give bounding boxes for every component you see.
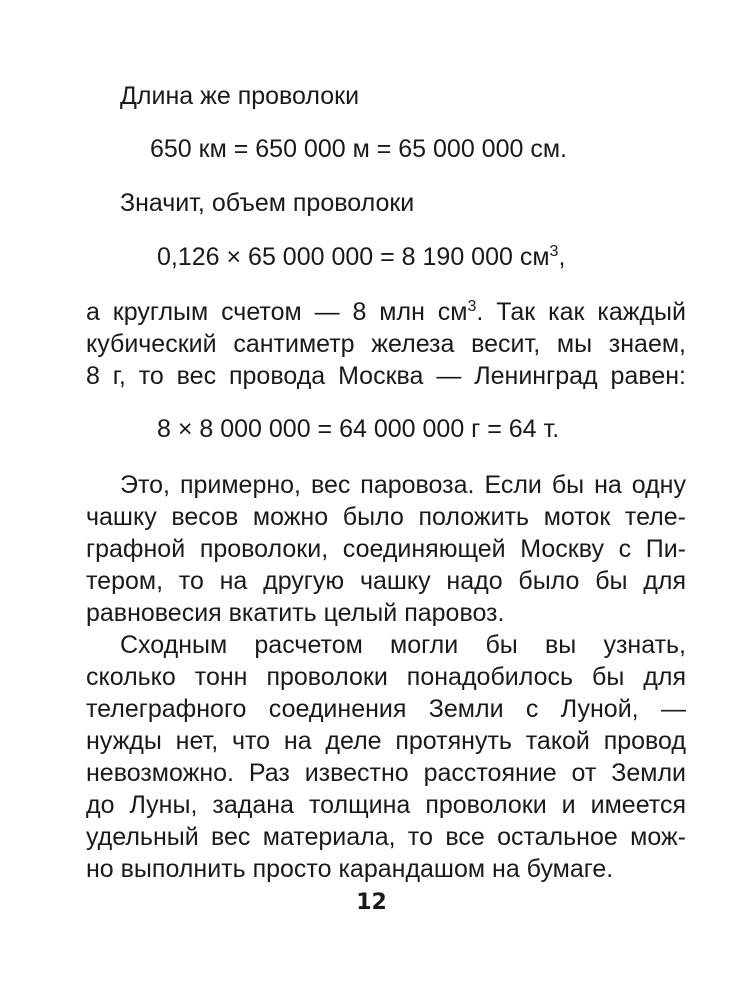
text-line: а круглым счетом — 8 млн $см^3$. Так как каждый — [86, 298, 686, 326]
text-line: но выполнить просто карандашом на бумаге. — [86, 855, 614, 883]
text-line: сколько тонн проволоки понадобилось бы для — [86, 663, 686, 691]
text-line: до Луны, задана толщина проволоки и имеется — [86, 791, 686, 819]
text-line: тером, то на другую чашку надо было бы для — [86, 567, 686, 595]
superscript: 3 — [467, 298, 477, 315]
formula-line: 650 км = 650 000 м = 65 000 000 см. — [150, 135, 567, 163]
text-line: нужды нет, что на деле протянуть такой провод — [86, 727, 686, 755]
text-line: Сходным расчетом могли бы вы узнать, — [120, 631, 686, 659]
page-number: 12 — [356, 890, 387, 915]
formula-line: 8 × 8 000 000 = 64 000 000 г = 64 т. — [157, 415, 560, 443]
text-line: кубический сантиметр железа весит, мы знаем, — [86, 330, 686, 358]
text-line: чашку весов можно было положить моток теле- — [86, 503, 686, 531]
text-line: Это, примерно, вес паровоза. Если бы на одну — [120, 471, 686, 499]
text-line: телеграфного соединения Земли с Луной, — — [86, 695, 686, 723]
formula-line: 0,126 × 65 000 000 = 8 190 000 $см^3$, — [157, 243, 566, 271]
superscript: 3 — [549, 243, 559, 260]
text-line: Длина же проволоки — [120, 82, 360, 110]
text-line: графной проволоки, соединяющей Москву с Пи- — [86, 535, 686, 563]
text-line: невозможно. Раз известно расстояние от Земли — [86, 759, 686, 787]
text-line: удельный вес материала, то все остальное мож- — [86, 823, 686, 851]
text-line: равновесия вкатить целый паровоз. — [86, 599, 505, 627]
text-line: 8 г, то вес провода Москва — Ленинград равен: — [86, 362, 686, 390]
text-line: Значит, объем проволоки — [120, 189, 415, 217]
